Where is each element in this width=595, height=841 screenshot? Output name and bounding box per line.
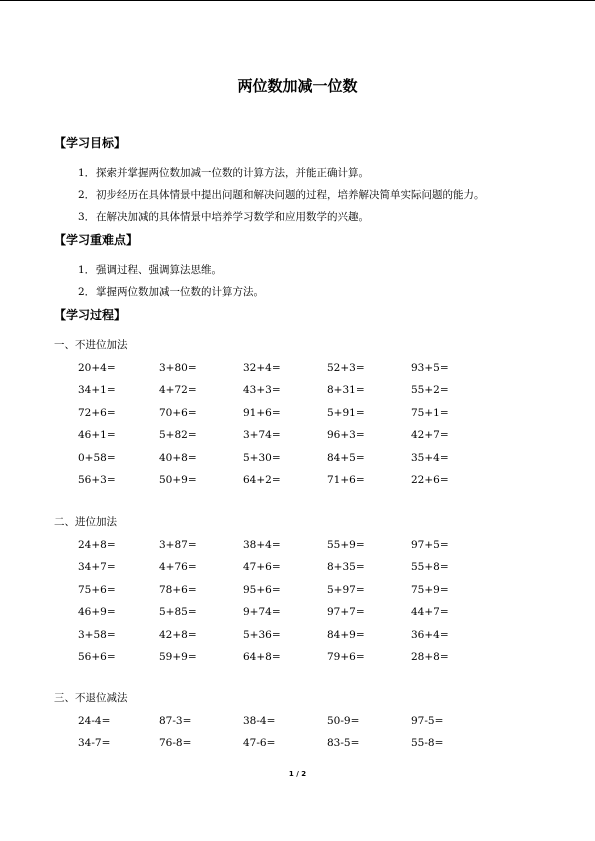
exercise-problem: 76-8= [159,737,192,750]
exercise-problem: 3+80= [159,362,197,374]
exercise-problem: 55+2= [411,384,449,397]
exercise-grid-no-borrow-subtraction [78,714,558,759]
exercise-problem: 20+4= [78,362,116,374]
top-border-line [0,0,595,1]
exercise-problem: 46+9= [78,606,116,619]
exercise-row [78,736,558,758]
exercise-row [78,451,558,473]
exercise-problem: 52+3= [327,362,365,374]
exercise-row [78,628,558,650]
exercise-problem: 55+8= [411,561,449,574]
exercise-problem: 24-4= [78,715,111,727]
exercise-problem: 71+6= [327,473,365,486]
exercise-problem: 34-7= [78,737,111,750]
exercise-row [78,538,558,560]
exercise-grid-no-carry-addition [78,361,558,495]
goal-item-text: 初步经历在具体情景中提出问题和解决问题的过程，培养解决简单实际问题的能力。 [96,189,485,201]
exercise-problem: 56+3= [78,473,116,486]
exercise-problem: 50+9= [159,473,197,486]
exercise-problem: 42+7= [411,429,449,442]
section-title-carry-addition: 二、进位加法 [54,516,117,528]
exercise-problem: 43+3= [243,384,281,397]
page-title: 两位数加减一位数 [237,77,358,95]
goals-header: 【学习目标】 [54,136,127,150]
exercise-problem: 36+4= [411,628,449,641]
exercise-problem: 64+8= [243,650,281,663]
keypoint-item-number: 1． [78,264,96,276]
exercise-problem: 55-8= [411,737,444,750]
exercise-problem: 47-6= [243,737,276,750]
keypoints-header: 【学习重难点】 [54,233,139,247]
exercise-problem: 75+1= [411,406,449,419]
exercise-row [78,473,558,495]
exercise-problem: 28+8= [411,650,449,663]
goal-item-text: 在解决加减的具体情景中培养学习数学和应用数学的兴趣。 [96,211,369,223]
keypoint-item-text: 掌握两位数加减一位数的计算方法。 [96,286,264,298]
keypoint-item [78,285,264,299]
exercise-problem: 84+5= [327,451,365,464]
exercise-problem: 38+4= [243,539,281,551]
exercise-row [78,560,558,582]
exercise-problem: 24+8= [78,539,116,551]
exercise-problem: 55+9= [327,539,365,551]
exercise-problem: 8+31= [327,384,365,397]
exercise-problem: 50-9= [327,715,360,727]
exercise-problem: 40+8= [159,451,197,464]
exercise-row [78,583,558,605]
exercise-problem: 93+5= [411,362,449,374]
exercise-problem: 56+6= [78,650,116,663]
goal-item [78,166,369,180]
exercise-problem: 5+85= [159,606,197,619]
exercise-problem: 42+8= [159,628,197,641]
exercise-problem: 9+74= [243,606,281,619]
exercise-row [78,361,558,383]
exercise-grid-carry-addition [78,538,558,672]
exercise-problem: 5+36= [243,628,281,641]
exercise-row [78,605,558,627]
exercise-problem: 95+6= [243,583,281,596]
exercise-problem: 79+6= [327,650,365,663]
exercise-row [78,714,558,736]
exercise-problem: 3+74= [243,429,281,442]
exercise-problem: 87-3= [159,715,192,727]
exercise-problem: 38-4= [243,715,276,727]
exercise-problem: 47+6= [243,561,281,574]
exercise-problem: 5+97= [327,583,365,596]
goal-item-number: 2． [78,189,96,201]
exercise-problem: 5+30= [243,451,281,464]
exercise-problem: 35+4= [411,451,449,464]
exercise-problem: 3+58= [78,628,116,641]
exercise-problem: 84+9= [327,628,365,641]
exercise-problem: 64+2= [243,473,281,486]
exercise-problem: 34+1= [78,384,116,397]
exercise-problem: 97+7= [327,606,365,619]
exercise-problem: 96+3= [327,429,365,442]
goal-item-text: 探索并掌握两位数加减一位数的计算方法，并能正确计算。 [96,167,369,179]
exercise-problem: 22+6= [411,473,449,486]
exercise-problem: 59+9= [159,650,197,663]
exercise-problem: 46+1= [78,429,116,442]
exercise-problem: 72+6= [78,406,116,419]
exercise-row [78,383,558,405]
exercise-row [78,406,558,428]
goal-item-number: 1． [78,167,96,179]
exercise-problem: 0+58= [78,451,116,464]
exercise-problem: 75+6= [78,583,116,596]
keypoint-item [78,263,222,277]
exercise-problem: 70+6= [159,406,197,419]
exercise-problem: 5+91= [327,406,365,419]
section-title-no-carry-addition: 一、不进位加法 [54,339,128,351]
section-title-no-borrow-subtraction: 三、不退位减法 [54,692,128,704]
process-header: 【学习过程】 [54,308,127,322]
goal-item-number: 3． [78,211,96,223]
exercise-problem: 44+7= [411,606,449,619]
keypoint-item-text: 强调过程、强调算法思维。 [96,264,222,276]
exercise-problem: 75+9= [411,583,449,596]
exercise-problem: 8+35= [327,561,365,574]
keypoint-item-number: 2． [78,286,96,298]
exercise-problem: 4+72= [159,384,197,397]
page-number: 1 / 2 [288,770,307,778]
exercise-problem: 34+7= [78,561,116,574]
exercise-problem: 32+4= [243,362,281,374]
goal-item [78,210,369,224]
exercise-problem: 3+87= [159,539,197,551]
exercise-row [78,650,558,672]
exercise-problem: 4+76= [159,561,197,574]
exercise-row [78,428,558,450]
exercise-problem: 5+82= [159,429,197,442]
exercise-problem: 97+5= [411,539,449,551]
exercise-problem: 97-5= [411,715,444,727]
exercise-problem: 91+6= [243,406,281,419]
exercise-problem: 83-5= [327,737,360,750]
exercise-problem: 78+6= [159,583,197,596]
goal-item [78,188,485,202]
